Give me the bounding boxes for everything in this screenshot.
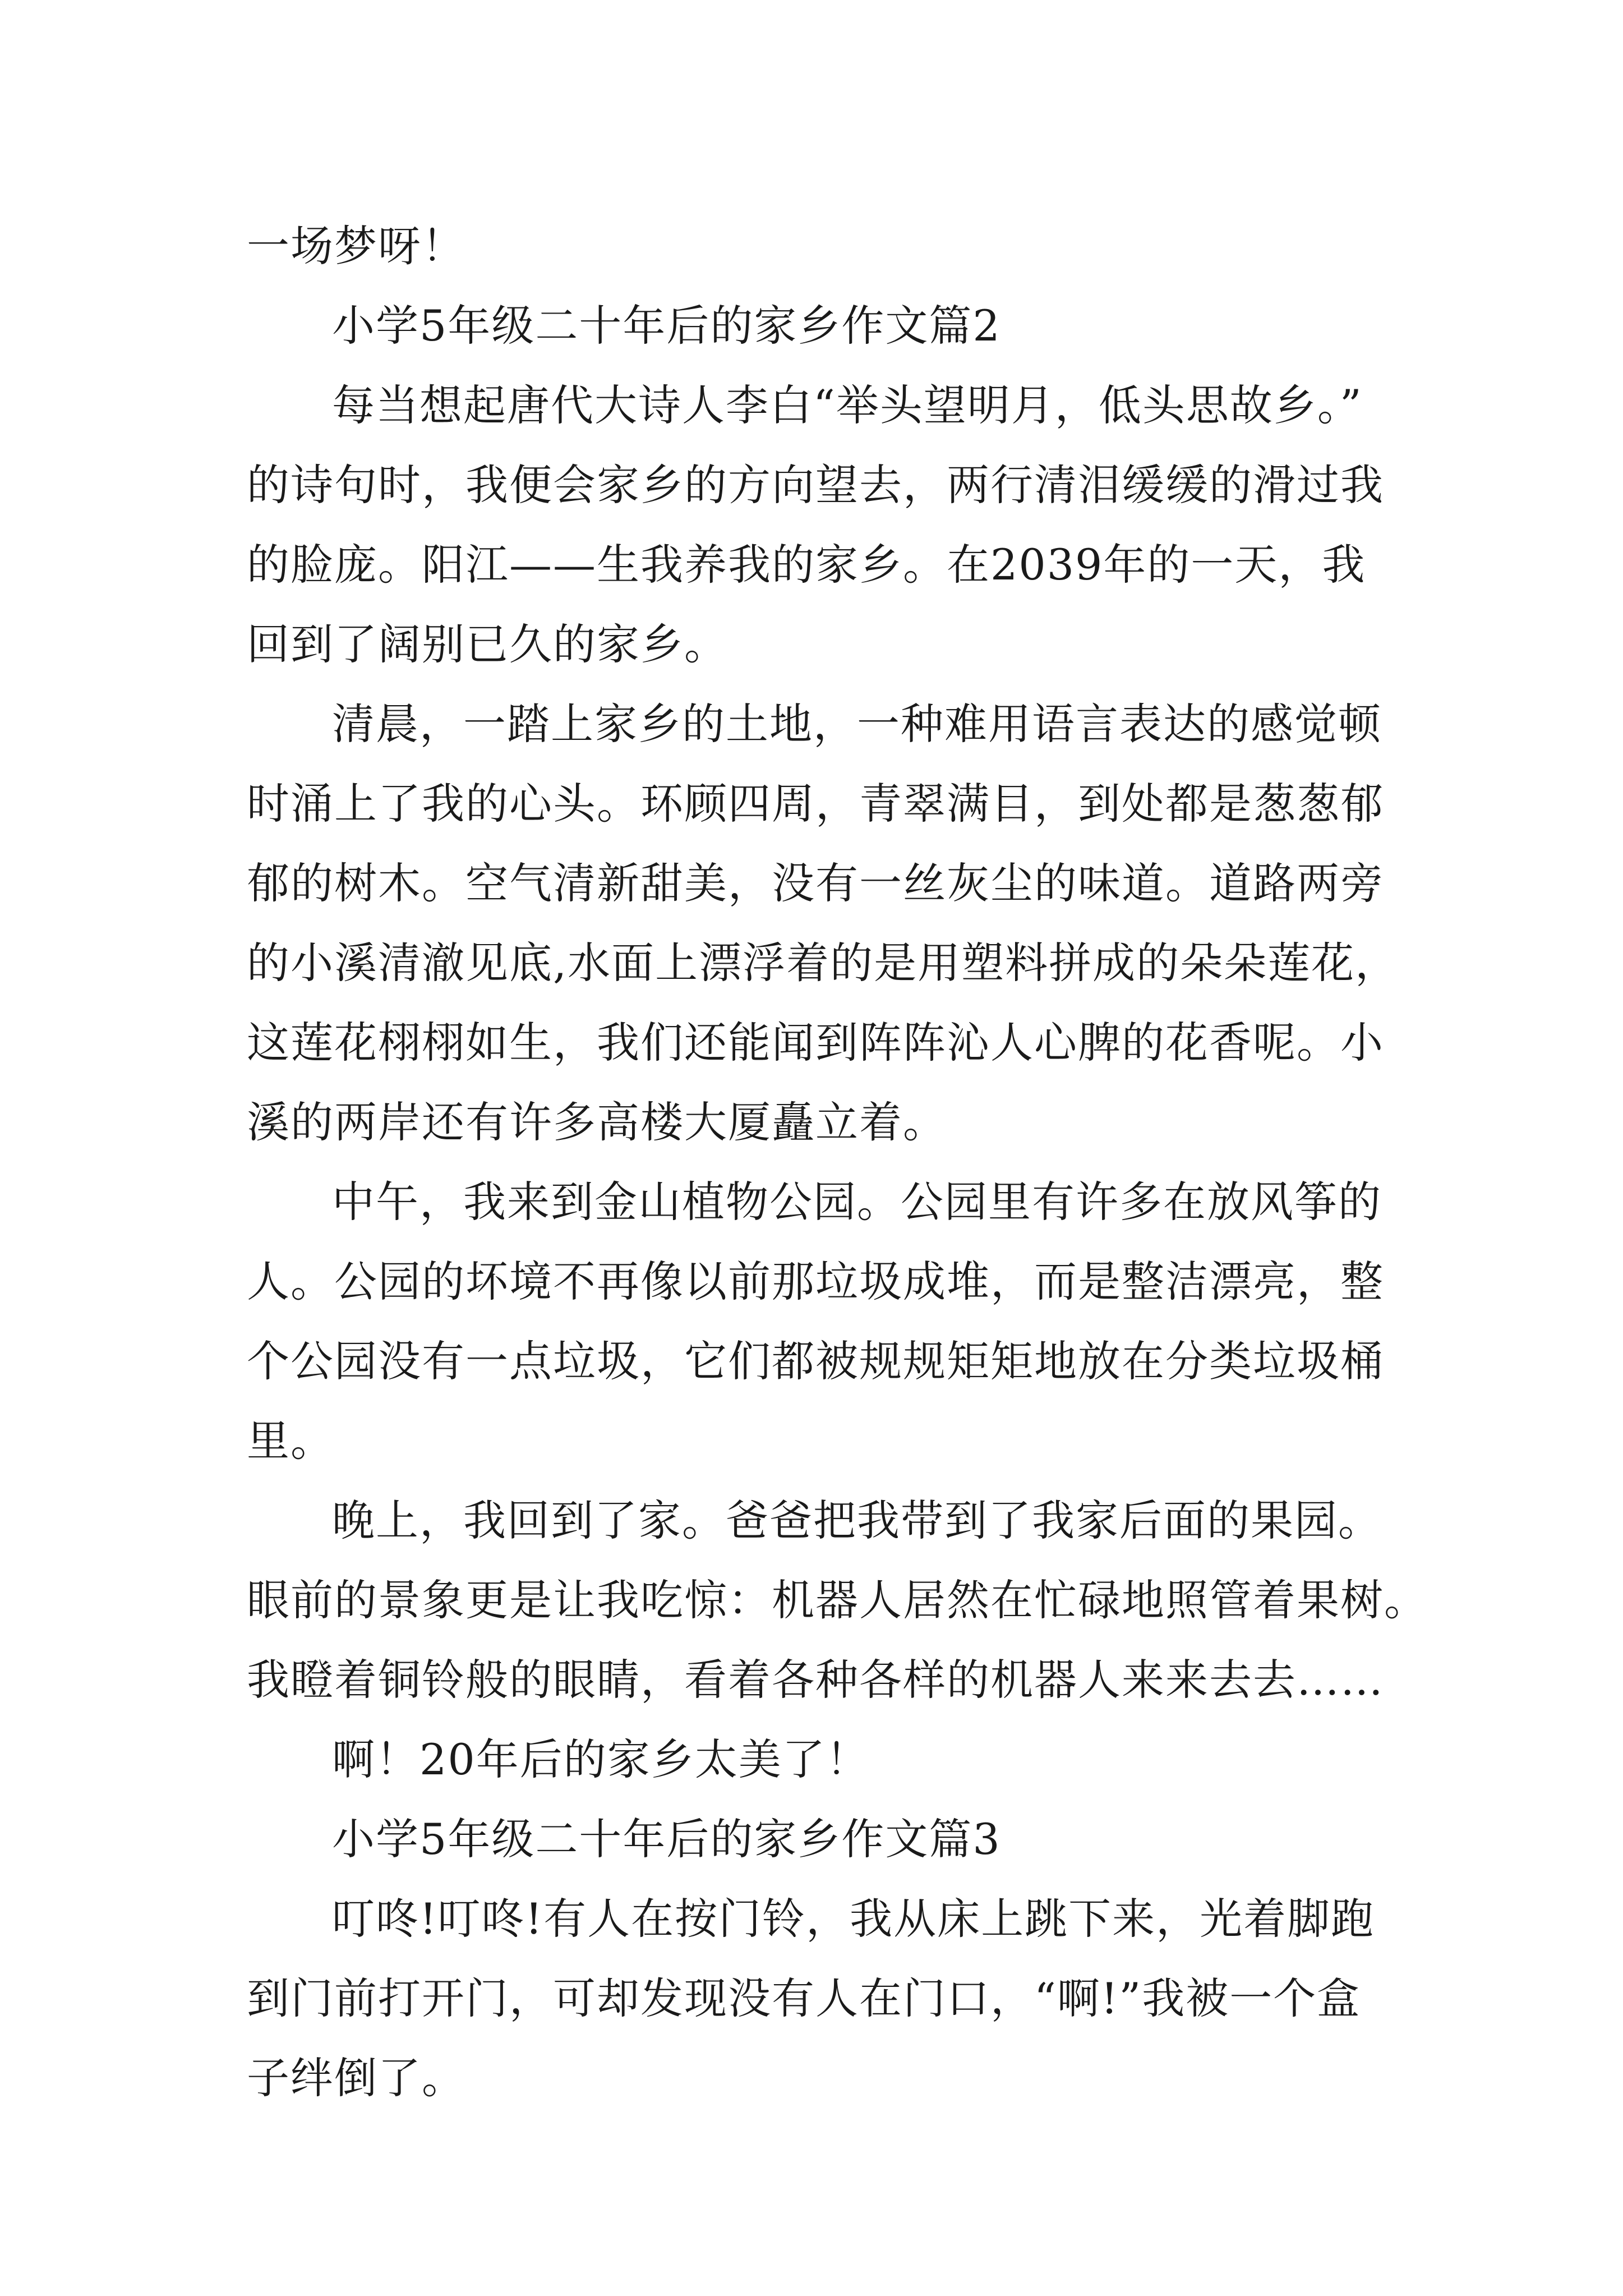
text-line-23: 到门前打开门，可却发现没有人在门口，“啊!”我被一个盒 [247, 1973, 1361, 2023]
text-line-5: 的脸庞。阳江——生我养我的家乡。在2039年的一天，我 [247, 540, 1366, 590]
text-line-24: 子绊倒了。 [247, 2053, 465, 2103]
text-line-16: 里。 [247, 1416, 334, 1466]
document-body [247, 206, 1428, 2118]
text-line-6: 回到了阔别已久的家乡。 [247, 619, 728, 669]
text-line-8: 时涌上了我的心头。环顾四周，青翠满目，到处都是葱葱郁 [247, 779, 1384, 829]
text-line-11: 这莲花栩栩如生，我们还能闻到阵阵沁人心脾的花香呢。小 [247, 1018, 1384, 1068]
text-line-17: 晚上，我回到了家。爸爸把我带到了我家后面的果园。 [332, 1496, 1382, 1545]
text-line-15: 个公园没有一点垃圾，它们都被规规矩矩地放在分类垃圾桶 [247, 1336, 1384, 1386]
section-heading-3: 小学5年级二十年后的家乡作文篇3 [332, 1814, 1001, 1864]
text-line-13: 中午，我来到金山植物公园。公园里有许多在放风筝的 [332, 1177, 1382, 1227]
text-line-14: 人。公园的坏境不再像以前那垃圾成堆，而是整洁漂亮，整 [247, 1257, 1384, 1306]
text-line-9: 郁的树木。空气清新甜美，没有一丝灰尘的味道。道路两旁 [247, 858, 1384, 908]
text-line-12: 溪的两岸还有许多高楼大厦矗立着。 [247, 1097, 947, 1147]
text-line-18: 眼前的景象更是让我吃惊：机器人居然在忙碌地照管着果树。 [247, 1575, 1428, 1625]
text-line-20: 啊！20年后的家乡太美了！ [332, 1734, 870, 1784]
section-heading-2: 小学5年级二十年后的家乡作文篇2 [332, 301, 1001, 351]
text-line-4: 的诗句时，我便会家乡的方向望去，两行清泪缓缓的滑过我 [247, 460, 1384, 510]
text-line-22: 叮咚!叮咚!有人在按门铃，我从床上跳下来，光着脚跑 [332, 1894, 1375, 1944]
text-line-3: 每当想起唐代大诗人李白“举头望明月，低头思故乡。” [332, 380, 1363, 430]
text-line-1: 一场梦呀！ [247, 221, 465, 271]
text-line-19: 我瞪着铜铃般的眼睛，看着各种各样的机器人来来去去…… [247, 1655, 1384, 1705]
text-line-7: 清晨，一踏上家乡的土地，一种难用语言表达的感觉顿 [332, 699, 1382, 749]
text-line-10: 的小溪清澈见底,水面上漂浮着的是用塑料拼成的朵朵莲花， [247, 938, 1399, 988]
